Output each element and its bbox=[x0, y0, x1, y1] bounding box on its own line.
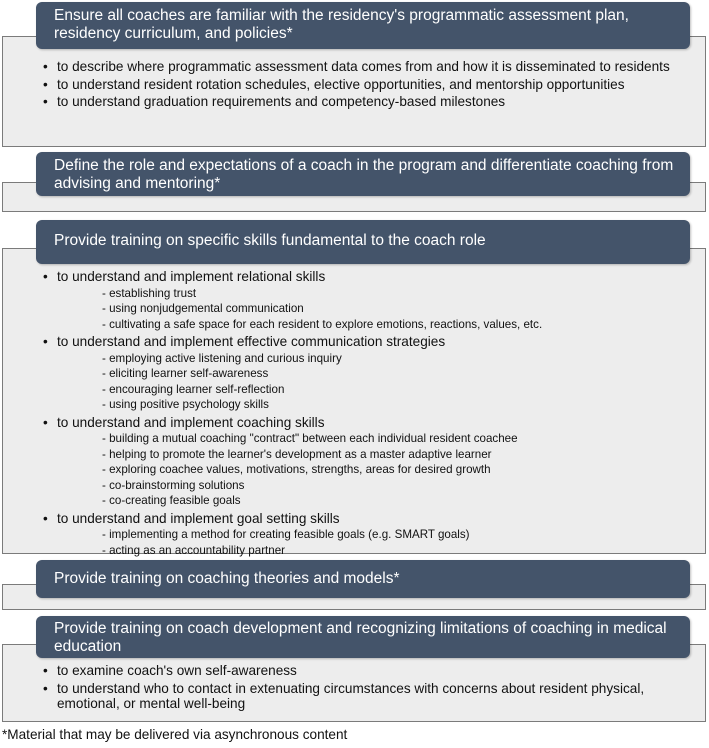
section-4-header: Provide training on coaching theories and models* bbox=[36, 560, 690, 598]
sub-list bbox=[57, 431, 685, 509]
sub-item: - building a mutual coaching "contract" between each individual resident coachee bbox=[102, 431, 685, 447]
sub-list bbox=[57, 351, 685, 413]
section-1-header: Ensure all coaches are familiar with the residency's programmatic assessment plan, residency curriculum, and policies* bbox=[36, 2, 690, 49]
sub-list bbox=[57, 527, 685, 558]
sub-item: - co-creating feasible goals bbox=[102, 493, 685, 509]
list-item-text: to understand and implement relational skills bbox=[57, 269, 326, 284]
list-item bbox=[39, 334, 685, 413]
section-3-header: Provide training on specific skills fundamental to the coach role bbox=[36, 220, 690, 264]
sub-item: - eliciting learner self-awareness bbox=[102, 366, 685, 382]
list-item: • to understand resident rotation schedules, elective opportunities, and mentorship opportunities bbox=[39, 77, 685, 93]
sub-list bbox=[57, 286, 685, 333]
list-item: • to understand who to contact in extenuating circumstances with concerns about resident physical, emotional, or mental well-being bbox=[39, 681, 685, 712]
list-item-text: to understand and implement effective communication strategies bbox=[57, 334, 446, 349]
sub-item: - using positive psychology skills bbox=[102, 397, 685, 413]
list-item: • to understand graduation requirements and competency-based milestones bbox=[39, 94, 685, 110]
sub-item: - implementing a method for creating feasible goals (e.g. SMART goals) bbox=[102, 527, 685, 543]
footnote: *Material that may be delivered via asynchronous content bbox=[2, 727, 348, 742]
section-3-list bbox=[39, 269, 685, 558]
list-item-text: to understand and implement coaching skills bbox=[57, 414, 325, 430]
section-2-header: Define the role and expectations of a coach in the program and differentiate coaching from advising and mentoring* bbox=[36, 152, 690, 196]
list-item bbox=[39, 511, 685, 559]
section-1-panel bbox=[2, 36, 706, 147]
list-item bbox=[39, 269, 685, 332]
sub-item: - helping to promote the learner's development as a master adaptive learner bbox=[102, 447, 685, 463]
sub-item: - exploring coachee values, motivations, strengths, areas for desired growth bbox=[102, 462, 685, 478]
sub-item: - cultivating a safe space for each resident to explore emotions, reactions, values, etc. bbox=[102, 317, 685, 333]
section-3-panel bbox=[2, 248, 706, 557]
list-item-text: to understand and implement goal setting skills bbox=[57, 510, 340, 526]
sub-item: - using nonjudgemental communication bbox=[102, 301, 685, 317]
list-item: • to describe where programmatic assessment data comes from and how it is disseminated to residents bbox=[39, 59, 685, 75]
section-5-list bbox=[39, 663, 685, 712]
section-1-list bbox=[39, 59, 685, 110]
section-5-header: Provide training on coach development and recognizing limitations of coaching in medical education bbox=[36, 616, 690, 658]
sub-item: - establishing trust bbox=[102, 286, 685, 302]
list-item: • to examine coach's own self-awareness bbox=[39, 663, 685, 679]
sub-item: - encouraging learner self-reflection bbox=[102, 382, 685, 398]
list-item bbox=[39, 415, 685, 509]
sub-item: - employing active listening and curious inquiry bbox=[102, 351, 685, 367]
sub-item: - co-brainstorming solutions bbox=[102, 478, 685, 494]
sub-item: - acting as an accountability partner bbox=[102, 543, 685, 559]
